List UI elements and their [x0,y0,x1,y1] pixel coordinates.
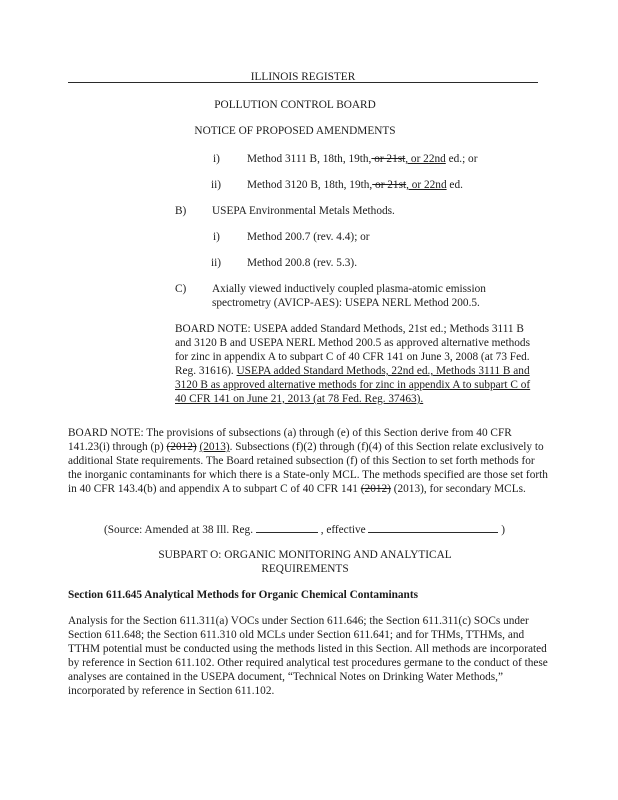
subpart-heading-line2: REQUIREMENTS [261,563,349,575]
board-note-provisions-p3: (2013), for secondary MCLs. [390,483,526,495]
item-b-text: USEPA Environmental Metals Methods. [212,205,395,217]
item-a-ii [247,178,463,192]
item-a-i-text: Method 3111 B, 18th, 19th, [247,153,372,165]
item-b-number: B) [175,205,187,217]
section-heading: Section 611.645 Analytical Methods for Organic Chemical Contaminants [68,589,418,601]
board-note-provisions-deleted-1: (2012) [166,441,197,453]
board-note-provisions-p1: BOARD NOTE: The provisions of subsections (a) through (e) of this Section derive from 40 CFR 141.23(i) through (p) [68,427,512,453]
item-a-ii-text: Method 3120 B, 18th, 19th, [247,179,373,191]
item-a-ii-number: ii) [211,179,222,191]
item-a-i [247,152,477,166]
board-note-zinc [175,322,537,406]
item-a-ii-added: , or 22nd [406,179,447,191]
board-note-provisions-p2: . Subsections (f)(2) through (f)(4) of this Section relate exclusively to additional State requirements. The Board retained subsection (f) of this Section to set forth methods for the inorganic contaminants for which there is a State-only MCL. The methods specified are those set forth in 40 CFR 143.4(b) and appendix A to subpart C of 40 CFR 141 [68,441,548,495]
source-effective: , effective [320,524,366,536]
item-a-i-tail: ed.; or [445,153,478,165]
register-title: ILLINOIS REGISTER [250,71,356,83]
item-a-i-deleted: or 21st [371,153,406,165]
source-line [104,522,505,537]
source-suffix: ) [501,524,506,536]
board-note-zinc-text: BOARD NOTE: USEPA added Standard Methods, 21st ed.; Methods 3111 B and 3120 B and USEPA NERL Method 200.5 as approved alternative methods for zinc in appendix A to subpart C of 40 CFR 141 on June 3, 2008 (at 73 Fed. Reg. 31616). [175,323,530,377]
item-c-text: Axially viewed inductively coupled plasma-atomic emission spectrometry (AVICP-AES): USEPA NERL Method 200.5. [212,283,486,309]
board-note-provisions [68,426,548,496]
item-a-ii-tail: ed. [446,179,463,191]
source-blank-reg [256,522,318,533]
item-a-i-number: i) [213,153,220,165]
item-a-i-added: , or 22nd [405,153,446,165]
board-note-provisions-deleted-2: (2012) [360,483,391,495]
board-note-zinc-added: USEPA added Standard Methods, 22nd ed., Methods 3111 B and 3120 B as approved alternative methods for zinc in appendix A to subpart C of 40 CFR 141 on June 21, 2013 (at 78 Fed. Reg. 37463). [175,365,531,405]
item-b-i-number: i) [213,231,220,243]
item-c-number: C) [175,283,187,295]
notice-title: NOTICE OF PROPOSED AMENDMENTS [194,125,396,137]
source-blank-date [368,522,498,533]
item-b-i-text: Method 200.7 (rev. 4.4); or [247,231,370,243]
board-note-provisions-added-1: (2013) [199,441,230,453]
section-body: Analysis for the Section 611.311(a) VOCs under Section 611.646; the Section 611.311(c) SOCs under Section 611.648; the Section 611.310 old MCLs under Section 611.641; and for THMs, TTHMs, and TTHM potential must be conducted using the methods listed in this Section. All methods are incorporated by reference in Section 611.102. Other required analytical test procedures germane to the conduct of these analyses are contained in the USEPA document, “Technical Notes on Drinking Water Methods,” incorporated by reference in Section 611.102. [68,615,548,697]
item-b-ii-text: Method 200.8 (rev. 5.3). [247,257,358,269]
item-b-ii-number: ii) [211,257,222,269]
item-a-ii-deleted: or 21st [372,179,407,191]
source-prefix: (Source: Amended at 38 Ill. Reg. [104,524,254,536]
subpart-heading-line1: SUBPART O: ORGANIC MONITORING AND ANALYTICAL [158,549,452,561]
agency-name: POLLUTION CONTROL BOARD [214,99,376,111]
